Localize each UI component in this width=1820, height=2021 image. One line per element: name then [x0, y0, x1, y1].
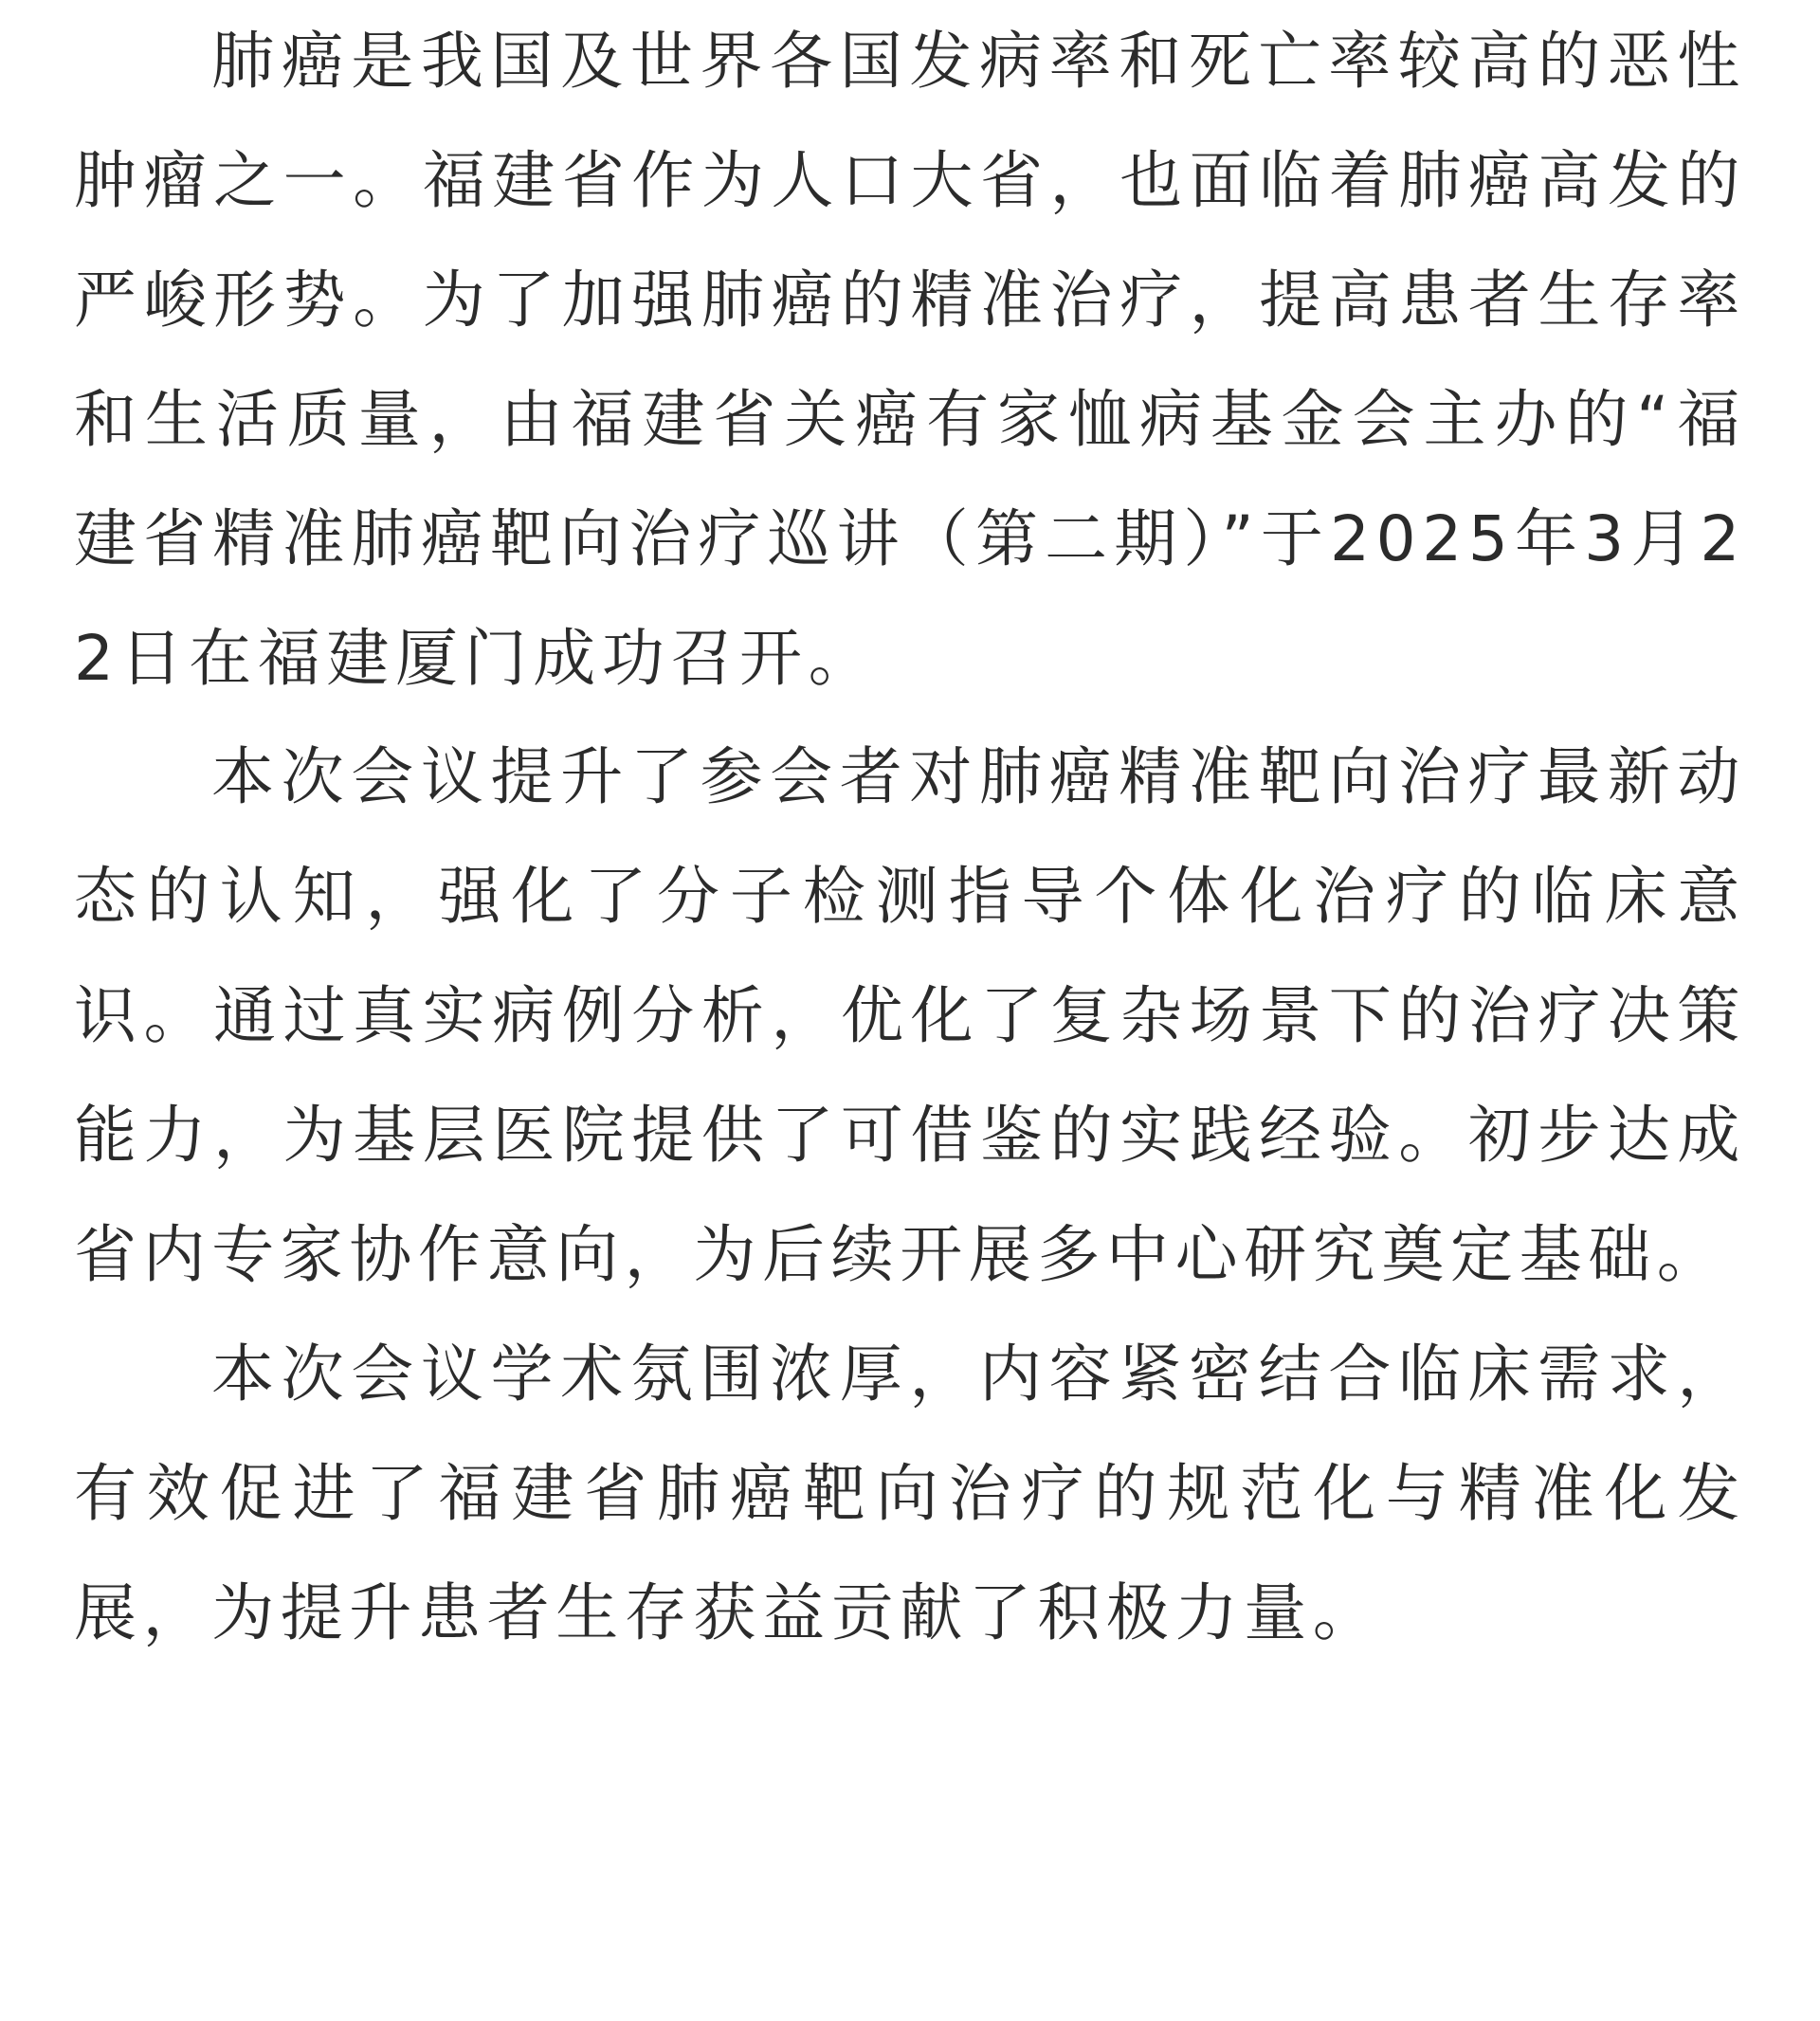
article-body [74, 0, 1746, 1673]
paragraph-outcomes: 本次会议提升了参会者对肺癌精准靶向治疗最新动态的认知，强化了分子检测指导个体化治疗的临床意识。通过真实病例分析，优化了复杂场景下的治疗决策能力，为基层医院提供了可借鉴的实践经验。初步达成省内专家协作意向，为后续开展多中心研究奠定基础。 [74, 740, 1746, 1292]
paragraph-intro: 肺癌是我国及世界各国发病率和死亡率较高的恶性肿瘤之一。福建省作为人口大省，也面临着肺癌高发的严峻形势。为了加强肺癌的精准治疗，提高患者生存率和生活质量，由福建省关癌有家恤病基金会主办的“福建省精准肺癌靶向治疗巡讲（第二期）”于2025年3月22日在福建厦门成功召开。 [74, 25, 1746, 695]
paragraph-conclusion: 本次会议学术氛围浓厚，内容紧密结合临床需求，有效促进了福建省肺癌靶向治疗的规范化与精准化发展，为提升患者生存获益贡献了积极力量。 [74, 1337, 1746, 1649]
